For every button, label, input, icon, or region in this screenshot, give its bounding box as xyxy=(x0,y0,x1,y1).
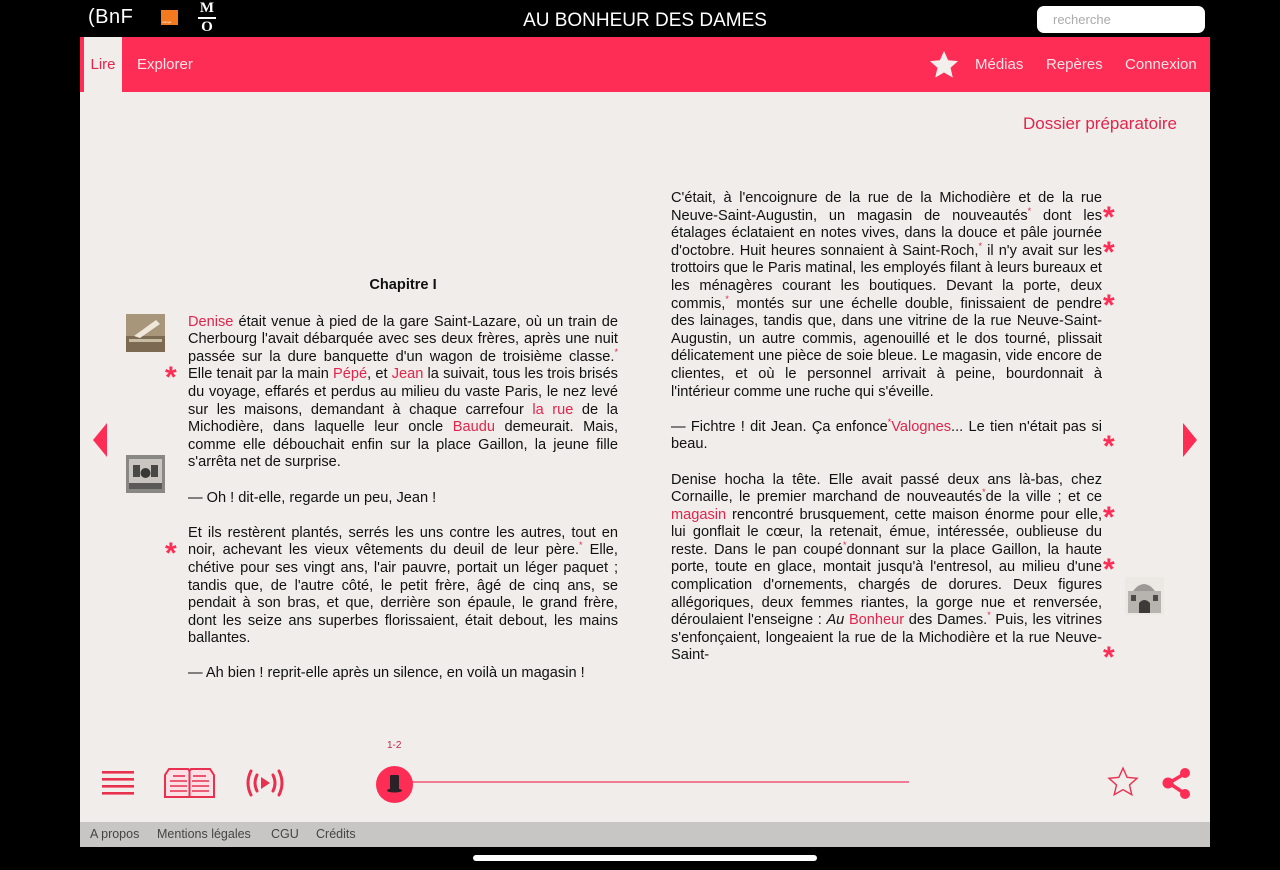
logo-mo-top: M xyxy=(199,0,215,16)
audio-play-icon[interactable] xyxy=(244,768,286,798)
paragraph xyxy=(188,525,618,648)
text: Puis, les vitrines s'enfonçaient, longeaient la rue de la Michodière et la rue Neuve-Saint- xyxy=(671,612,1102,664)
link-magasin[interactable]: magasin xyxy=(671,506,727,523)
top-bar xyxy=(0,0,1280,37)
annotation-marker-icon[interactable]: * xyxy=(1103,430,1115,463)
paragraph: — Oh ! dit-elle, regarde un peu, Jean ! xyxy=(188,489,437,506)
menu-icon[interactable] xyxy=(102,770,134,796)
text: des Dames. xyxy=(904,612,988,629)
link-jean[interactable]: Jean xyxy=(391,366,424,383)
link-bonheur[interactable]: Bonheur xyxy=(848,612,905,629)
nav-reperes[interactable]: Repères xyxy=(1046,56,1103,73)
app-title: AU BONHEUR DES DAMES xyxy=(523,10,767,31)
text: Et ils restèrent plantés, serrés les uns contre les autres, tout en noir, achevant les vieux vêtements du deuil de leur père. xyxy=(188,524,618,559)
text: montés sur une échelle double, finissaient de pendre des lainages, tandis que, dans une vitrine de la rue Neuve-Saint-Augustin, un autre commis, agenouillé et le dos tourné, plissait délicatement une pièce de soie bleue. Le magasin, vide encore de clientes, et où le personnel arrivait à peine, bourdonnait à l'intérieur comme une ruche qui s'éveille. xyxy=(671,295,1102,400)
footer xyxy=(80,822,1210,847)
left-page xyxy=(188,277,618,701)
text: il n'y avait sur les trottoirs que le Paris matinal, les employés filant à leurs bureaux et les ménagères courant les boutiques. Devant la porte, deux commis, xyxy=(671,242,1102,312)
footer-link-a-propos[interactable]: A propos xyxy=(90,827,140,841)
next-page-arrow-icon[interactable] xyxy=(1183,423,1197,457)
footnote-marker[interactable]: * xyxy=(614,346,618,357)
text: Elle tenait par la main xyxy=(188,366,334,383)
link-la-rue[interactable]: la rue xyxy=(532,401,574,418)
italic-text: Au xyxy=(826,612,845,629)
text: donnant sur la place Gaillon, la haute porte, toute en glace, montait jusqu'à l'entresol, au milieu d'une complication d'ornements, chargés de dorures. Deux figures allégoriques, deux femmes riantes, la gorge nue et renversée, déroulaient l'enseigne : xyxy=(671,541,1102,629)
dossier-preparatoire-link[interactable]: Dossier préparatoire xyxy=(1022,114,1177,133)
text: Denise hocha la tête. Elle avait passé deux ans là-bas, chez Cornaille, le premier marchand de nouveautés xyxy=(671,471,1102,506)
magasin-facade-thumbnail[interactable] xyxy=(1125,577,1164,615)
text: dont les étalages éclataient en notes vives, dans la douce et pâle journée d'octobre. Huit heures sonnaient à Saint-Roch, xyxy=(671,207,1102,259)
nav-medias[interactable]: Médias xyxy=(975,56,1024,73)
text: — Fichtre ! dit Jean. Ça enfonce xyxy=(671,418,888,435)
link-denise[interactable]: Denise xyxy=(188,313,234,330)
paragraph xyxy=(188,314,618,472)
footnote-marker[interactable]: * xyxy=(579,540,583,551)
top-hat-icon xyxy=(376,766,413,803)
orange-logo-text: orange xyxy=(162,20,172,24)
footnote-marker[interactable]: * xyxy=(1027,205,1032,216)
search-input[interactable] xyxy=(1037,6,1205,33)
tab-lire[interactable]: Lire xyxy=(84,37,122,92)
annotation-marker-icon[interactable]: * xyxy=(1103,553,1115,586)
home-indicator[interactable] xyxy=(473,855,817,861)
star-icon[interactable] xyxy=(928,49,960,81)
text: rencontré brusquement, cette maison énorme pour elle, lui gonflait le cœur, la retenait, émue, intéressée, oublieuse du reste. Dans le pan coupé xyxy=(671,506,1102,558)
text: de la Michodière, dans laquelle leur oncle xyxy=(188,401,619,436)
reading-progress-handle[interactable] xyxy=(376,766,413,803)
nav-connexion[interactable]: Connexion xyxy=(1125,56,1197,73)
text: C'était, à l'encoignure de la rue de la Michodière et de la rue Neuve-Saint-Augustin, un magasin de nouveautés xyxy=(671,190,1102,224)
star-outline-icon[interactable] xyxy=(1105,765,1141,799)
footnote-marker[interactable]: * xyxy=(982,487,986,498)
text: était venue à pied de la gare Saint-Lazare, où un train de Cherbourg l'avait débarquée avec ses deux frères, après une nuit passée sur la dure banquette d'un wagon de troisième classe. xyxy=(188,313,618,365)
annotation-marker-icon[interactable]: * xyxy=(165,361,177,394)
text: ... Le tien n'était pas si beau. xyxy=(671,418,1102,453)
text: la suivait, tous les trois brisés du voyage, effarés et perdus au milieu du vaste Paris, le nez levé sur les maisons, demandant à chaque carrefour xyxy=(188,366,618,418)
link-valognes[interactable]: Valognes xyxy=(891,418,952,435)
annotation-marker-icon[interactable]: * xyxy=(1103,641,1115,674)
annotation-marker-icon[interactable]: * xyxy=(165,537,177,570)
previous-page-arrow-icon[interactable] xyxy=(93,423,107,457)
annotation-marker-icon[interactable]: * xyxy=(1103,236,1115,269)
link-pepe[interactable]: Pépé xyxy=(333,366,368,383)
gare-saint-lazare-thumbnail[interactable] xyxy=(126,314,165,352)
paragraph: — Ah bien ! reprit-elle après un silence, en voilà un magasin ! xyxy=(188,665,585,682)
annotation-marker-icon[interactable]: * xyxy=(1103,501,1115,534)
paragraph xyxy=(671,472,1102,666)
right-page xyxy=(671,190,1102,685)
text: demeurait. Mais, comme elle débouchait enfin sur la place Gaillon, la jeune fille s'arrêta net de surprise. xyxy=(188,419,618,471)
link-baudu[interactable]: Baudu xyxy=(452,419,495,436)
paragraph xyxy=(671,416,1102,454)
footer-link-credits[interactable]: Crédits xyxy=(316,827,356,841)
annotation-marker-icon[interactable]: * xyxy=(1103,201,1115,234)
footer-link-cgu[interactable]: CGU xyxy=(271,827,299,841)
share-icon[interactable] xyxy=(1162,767,1192,799)
place-gaillon-thumbnail[interactable] xyxy=(126,455,165,493)
reader-screen xyxy=(80,37,1210,847)
reading-progress-track[interactable] xyxy=(395,781,909,783)
navbar xyxy=(80,37,1210,92)
page-indicator: 1-2 xyxy=(387,740,402,751)
bnf-logo[interactable]: (BnF xyxy=(88,6,134,28)
text: de la ville ; et ce xyxy=(985,489,1102,506)
tab-explorer[interactable]: Explorer xyxy=(137,56,193,73)
logo-mo-bottom: O xyxy=(201,19,213,35)
footnote-marker[interactable]: * xyxy=(725,293,729,304)
book-icon[interactable] xyxy=(163,767,216,799)
footer-link-mentions-legales[interactable]: Mentions légales xyxy=(157,827,251,841)
chapter-title: Chapitre I xyxy=(369,277,437,293)
footnote-marker[interactable]: * xyxy=(887,416,892,427)
footnote-marker[interactable]: * xyxy=(842,540,847,551)
annotation-marker-icon[interactable]: * xyxy=(1103,289,1115,322)
text: Elle, chétive pour ses vingt ans, l'air pauvre, portait un léger paquet ; tandis que, de l'autre côté, le petit frère, âgé de cinq ans, se pendait à son bras, et que, derrière son épaule, le grand frère, dont les seize ans superbes florissaient, était debout, les mains ballantes. xyxy=(188,542,618,647)
footnote-marker[interactable]: * xyxy=(978,240,982,251)
paragraph xyxy=(671,190,1102,401)
footnote-marker[interactable]: * xyxy=(987,610,991,621)
text: , et xyxy=(367,366,392,383)
